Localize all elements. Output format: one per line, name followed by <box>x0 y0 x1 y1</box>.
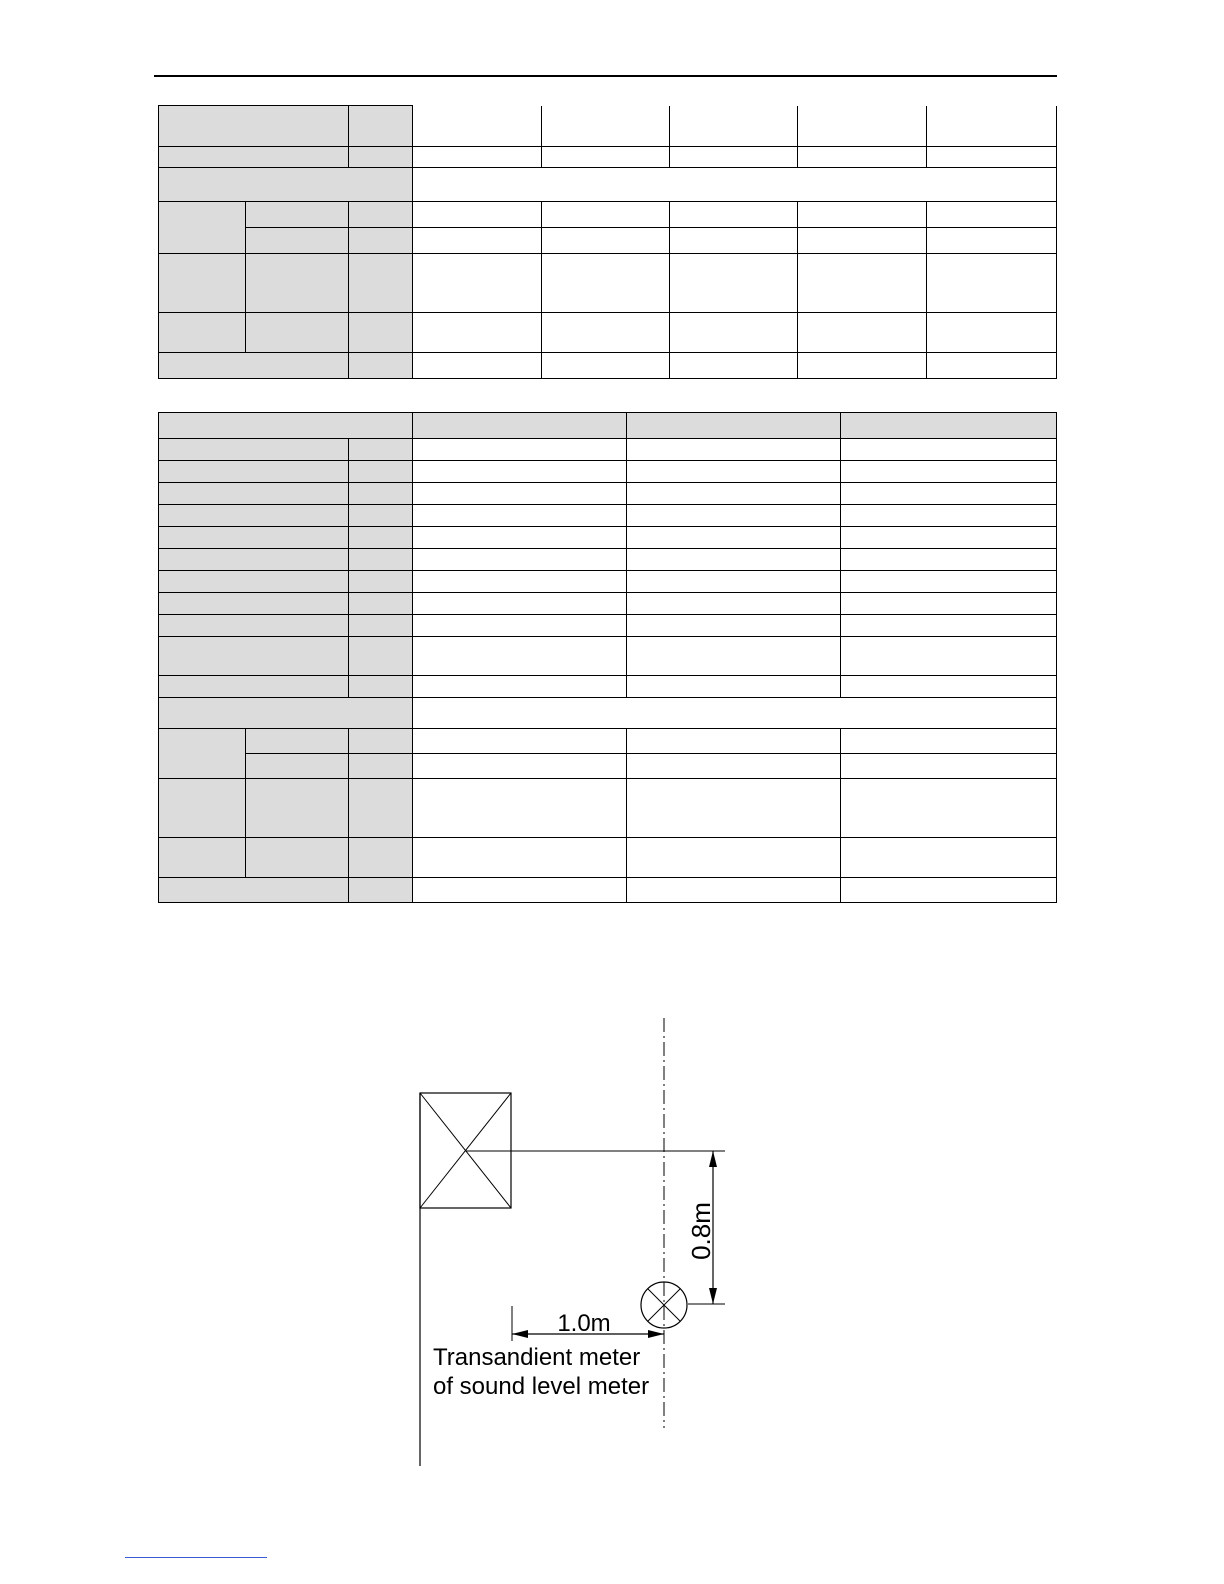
arrowhead-icon <box>709 1151 717 1167</box>
arrowhead-icon <box>648 1330 664 1338</box>
arrowhead-icon <box>709 1288 717 1304</box>
meter-caption-line-2: of sound level meter <box>433 1373 650 1400</box>
meter-caption-line-1: Transandient meter <box>433 1344 641 1371</box>
dimension-label-vertical: 0.8m <box>686 1202 716 1260</box>
footer-link-underline[interactable] <box>125 1557 267 1558</box>
dimension-label-horizontal: 1.0m <box>557 1310 611 1337</box>
arrowhead-icon <box>512 1330 528 1338</box>
